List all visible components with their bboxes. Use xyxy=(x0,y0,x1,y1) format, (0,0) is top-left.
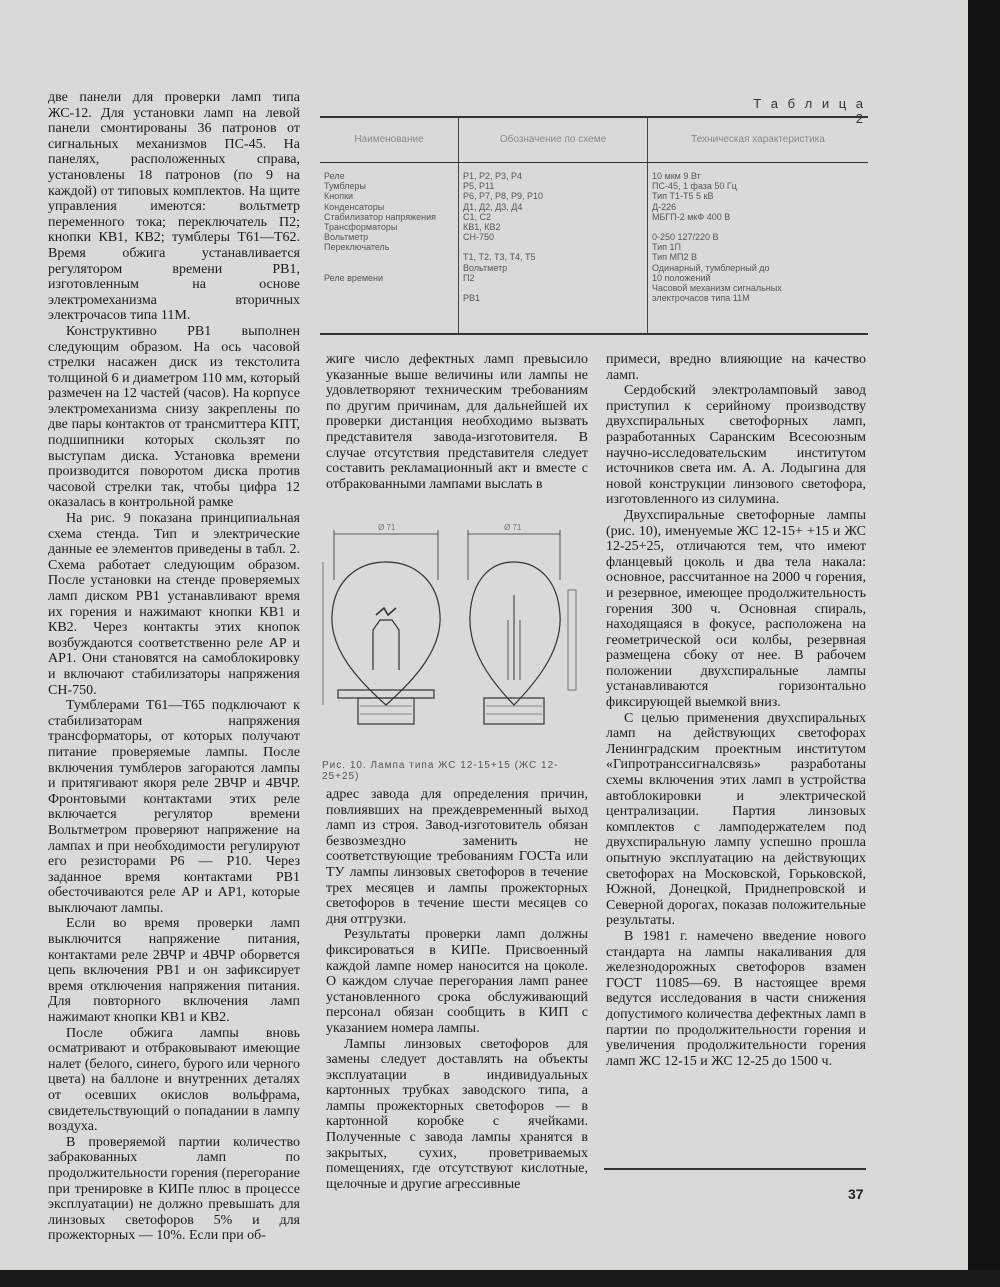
paragraph: Если во время проверки ламп выключится напряжение питания, контактами реле 2ВЧР и 4ВЧР оборвется цепь включения РВ1 и он зафиксирует время отключения напряжения питания. Для повторного включения ламп нажимают кнопки КВ1 и КВ2. xyxy=(48,916,300,1026)
table-cell-text: Часовой механизм сигнальных xyxy=(652,283,782,294)
table-cell-text: Тип 1П xyxy=(652,242,681,253)
paragraph: Сердобский электроламповый завод приступил к серийному производству двухспиральных светофорных ламп, разработанных Саранским Всесоюзным научно-исследовательским институтом источников света им. А. А. Лодыгина для новой конструкции линзового светофора, изготовленного из силумина. xyxy=(606,383,866,508)
table-cell-text: МБГП-2 мкФ 400 В xyxy=(652,211,731,222)
paragraph: Лампы линзовых светофоров для замены следует доставлять на объекты эксплуатации в индивидуальных картонных трубках заводского типа, а лампы прожекторных светофоров — в картонной коробке с ячейками. Полученные с завода лампы хранятся в закрытых, сухих, проветриваемых помещениях, где отсутствуют кислотные, щелочные и другие агрессивные xyxy=(326,1036,588,1192)
table-cell-text: Реле времени xyxy=(324,272,384,283)
table-cell-text: Р1, Р2, Р3, Р4 xyxy=(463,171,523,181)
table-cell-text: Т1, Т2, Т3, Т4, Т5 xyxy=(463,252,536,263)
page-number: 37 xyxy=(848,1186,864,1202)
table-cell-text: Р6, Р7, Р8, Р9, Р10 xyxy=(463,191,544,202)
table-cell-text: Конденсаторы xyxy=(324,201,385,212)
table-cell-text: РВ1 xyxy=(463,293,481,304)
paragraph: На рис. 9 показана принципиальная схема стенда. Тип и электрические данные ее элементов приведены в табл. 2. Схема работает следующим образом. После установки на стенде проверяемых ламп диском РВ1 устанавливают время их горения и нажимают кнопки КВ1 и КВ2. Через контакты этих кнопок возбуждаются соответственно реле АР и АР1. Они становятся на самоблокировку и включают стабилизаторы напряжения СН-750. xyxy=(48,511,300,698)
table-cell-names xyxy=(320,163,459,335)
table-cell-text: Кнопки xyxy=(324,191,354,202)
table-cell-text: Д1, Д2, Д3, Д4 xyxy=(463,201,523,212)
table-cell-text: Стабилизатор напряжения xyxy=(324,211,436,222)
paragraph: С целью применения двухспиральных ламп на действующих светофорах Ленинградским проектным институтом «Гипротранссигналсвязь» разработаны схемы включения этих ламп в устройства автоблокировки и электрической централизации. Партия линзовых комплектов с ламподержателем под двухспиральную лампу успешно прошла опытную эксплуатацию на действующих светофорах на Московской, Горьковской, Южной, Донецкой, Приднепровской и Северной дорогах, показав положительные результаты. xyxy=(606,710,866,929)
table-cell-text: Реле xyxy=(324,171,345,181)
table-cell-text: электрочасов типа 11М xyxy=(652,293,750,304)
paragraph: Двухспиральные светофорные лампы (рис. 10), именуемые ЖС 12-15+ +15 и ЖС 12-25+25, отличаются тем, что имеют фланцевый цоколь и два тела накала: основное, рассчитанное на 2000 ч горения, и резервное, имеющее продолжительность горения 300 ч. Основная спираль, находящаяся в фокусе, расположена на геометрической оси колбы, резервная размещена сбоку от нее. В рабочем положении двухспиральные лампы устанавливаются горизонтально фиксирующей выемкой вниз. xyxy=(606,507,866,711)
table-cell-text: Д-226 xyxy=(652,201,677,212)
table-cell-text: КВ1, КВ2 xyxy=(463,222,501,233)
spec-table xyxy=(320,116,868,335)
dimension-label: Ø 71 xyxy=(504,523,522,532)
table-cell-text: Вольтметр xyxy=(324,232,369,243)
table-cell-text: Тип Т1-Т5 5 кВ xyxy=(652,191,714,202)
paragraph: Тумблерами Т61—Т65 подключают к стабилизаторам напряжения трансформаторы, от которых получают питание проверяемые лампы. После включения тумблеров загораются лампы и притягивают якоря реле 2ВЧР и 4ВЧР. Фронтовыми контактами этих реле включается регулятор времени Вольтметром проверяют напряжение на лампах и при необходимости регулируют его резисторами Р6 — Р10. Через заданное время контактами РВ1 обесточиваются реле АР и АР1, которые выключают лампы. xyxy=(48,698,300,916)
paragraph: две панели для проверки ламп типа ЖС-12. Для установки ламп на левой панели смонтированы 36 патронов от сигнальных механизмов ПС-45. На панелях, расположенных справа, установлены 18 патронов (по 9 на каждой) от типовых комплектов. На щите управления имеются: вольтметр переменного тока; переключатель П2; кнопки КВ1, КВ2; тумблеры Т61—Т62. Время обжига устанавливается регулятором времени РВ1, изготовленным на основе электромеханизма вторичных электрочасов типа 11М. xyxy=(48,90,300,324)
table-cell-text: 10 мкм 9 Вт xyxy=(652,171,701,181)
table-cell-text: Переключатель xyxy=(324,242,390,253)
table-cell-text: Тумблеры xyxy=(324,181,366,192)
paragraph: В 1981 г. намечено введение нового стандарта на лампы накаливания для железнодорожных светофоров взамен ГОСТ 11085—69. В настоящее время ведутся исследования в части снижения допустимого количества дефектных ламп в партии по продолжительности горения и увеличения продолжительности горения ламп ЖС 12-15 и ЖС 12-25 до 1500 ч. xyxy=(606,928,866,1069)
table-header: Техническая характеристика xyxy=(648,117,869,163)
text-column-right xyxy=(606,352,866,1069)
table-cell-text: Вольтметр xyxy=(463,262,508,273)
lamp-figure xyxy=(318,520,588,755)
paragraph: адрес завода для определения причин, повлиявших на преждевременный выход ламп из строя. Завод-изготовитель обязан безвозмездно заменить не соответствующие требованиям ГОСТа или ТУ лампы линзовых светофоров в течение трех месяцев и лампы прожекторных светофоров в течение шести месяцев со дня отгрузки. xyxy=(326,787,588,927)
table-cell-text: 10 положений xyxy=(652,272,711,283)
paragraph: Результаты проверки ламп должны фиксироваться в КИПе. Присвоенный каждой лампе номер наносится на цоколе. О каждом случае перегорания ламп ранее установленного срока обслуживающий персонал обязан сообщить в КИП с указанием номера лампы. xyxy=(326,927,588,1036)
table-cell-text: Р5, Р11 xyxy=(463,181,495,192)
paragraph: В проверяемой партии количество забракованных ламп по продолжительности горения (перегорание при тренировке в КИПе плюс в процессе эксплуатации) не должно превышать для линзовых светофоров 5% и для прожекторных — 10%. Если при об- xyxy=(48,1134,300,1244)
table-title: Т а б л и ц а 2 xyxy=(753,96,866,126)
text-column-middle-bottom xyxy=(326,787,588,1192)
paragraph: Конструктивно РВ1 выполнен следующим образом. На ось часовой стрелки насажен диск из текстолита толщиной 6 и диаметром 110 мм, который размечен на 12 частей (часов). На корпусе электромеханизма снизу закреплены по две пары контактов от трансмиттера КПТ, подшипники которых скользят по выступам диска. Установка времени производится поворотом диска против часовой стрелки так, чтобы цифра 12 оказалась в контрольной рамке xyxy=(48,323,300,511)
scan-edge-right xyxy=(968,0,1000,1287)
table-cell-text: Тип МП2 В xyxy=(652,252,697,263)
table-cell-text: Одинарный, тумблерный до xyxy=(652,262,770,273)
table-header: Обозначение по схеме xyxy=(459,117,648,163)
figure-caption: Рис. 10. Лампа типа ЖС 12-15+15 (ЖС 12-25+25) xyxy=(322,760,559,782)
text-column-left xyxy=(48,90,300,1244)
paragraph: примеси, вредно влияющие на качество ламп. xyxy=(606,352,866,383)
footnote-rule xyxy=(604,1168,866,1170)
table-cell-codes xyxy=(459,163,648,335)
scan-edge-bottom xyxy=(0,1270,1000,1287)
table-cell-text: СН-750 xyxy=(463,232,495,243)
table-cell-specs xyxy=(648,163,869,335)
table-cell-text: 0-250 127/220 В xyxy=(652,232,719,243)
table-header: Наименование xyxy=(320,117,459,163)
text-column-middle-top xyxy=(326,352,588,492)
paragraph: жиге число дефектных ламп превысило указанные выше величины или лампы не удовлетворяют техническим требованиям по другим причинам, для дальнейшей их проверки дистанция необходимо вызвать представителя завода-изготовителя. В случае отсутствия представителя следует составить рекламационный акт и вместе с отбракованными лампами выслать в xyxy=(326,352,588,492)
dimension-label: Ø 71 xyxy=(378,523,396,532)
table-cell-text: П2 xyxy=(463,272,475,283)
table-cell-text: Трансформаторы xyxy=(324,222,398,233)
paragraph: После обжига лампы вновь осматривают и отбраковывают имеющие налет (белого, синего, бурого или черного цвета) на баллоне и внутренних деталях от осевших окислов вольфрама, свидетельствующий о попадании в лампу воздуха. xyxy=(48,1025,300,1135)
table-cell-text: ПС-45, 1 фаза 50 Гц xyxy=(652,181,737,192)
table-cell-text: С1, С2 xyxy=(463,211,492,222)
